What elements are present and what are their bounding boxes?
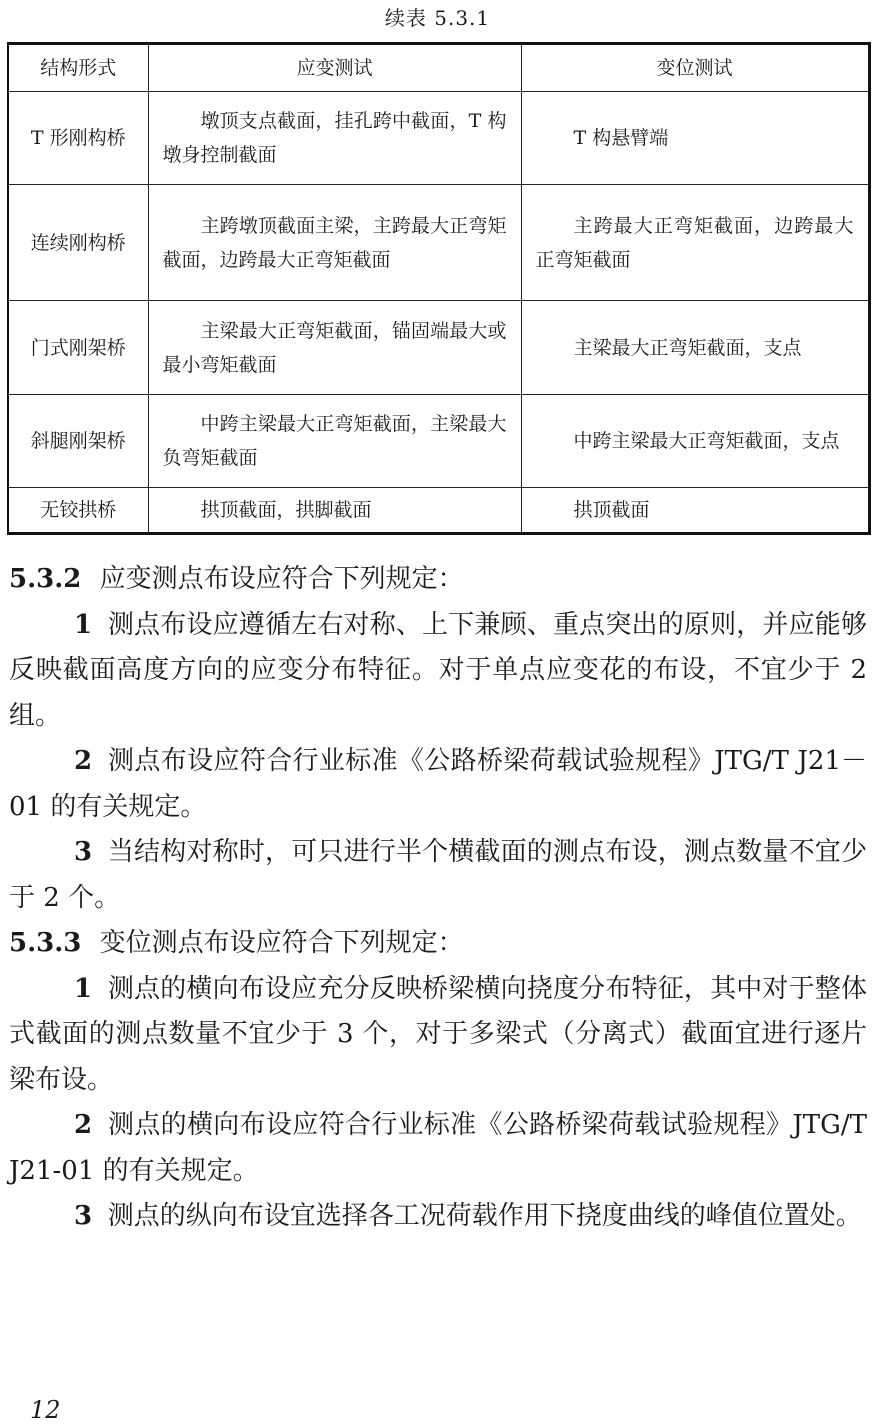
strain-test-cell: 拱顶截面，拱脚截面 [148, 488, 521, 534]
table-row [8, 488, 869, 534]
structure-type-cell: 斜腿刚架桥 [8, 395, 148, 488]
item-text: 测点布设应符合行业标准《公路桥梁荷载试验规程》JTG/T J21－01 的有关规定。 [9, 746, 867, 822]
strain-test-cell: 墩顶支点截面，挂孔跨中截面，T 构墩身控制截面 [148, 92, 521, 185]
section-title: 应变测点布设应符合下列规定： [99, 564, 464, 594]
table-row [8, 185, 869, 301]
item-number: 1 [74, 973, 93, 1004]
displacement-test-cell: 中跨主梁最大正弯矩截面，支点 [521, 395, 869, 488]
table-caption: 续表 5.3.1 [384, 6, 491, 30]
strain-test-cell: 中跨主梁最大正弯矩截面，主梁最大负弯矩截面 [148, 395, 521, 488]
strain-test-cell: 主梁最大正弯矩截面，锚固端最大或最小弯矩截面 [148, 301, 521, 395]
clause-item [9, 1103, 867, 1194]
section-title: 变位测点布设应符合下列规定： [99, 928, 464, 958]
section-number: 5.3.3 [9, 928, 82, 958]
item-number: 1 [74, 609, 93, 640]
structure-type-cell: T 形刚构桥 [8, 92, 148, 185]
item-text: 测点布设应遵循左右对称、上下兼顾、重点突出的原则，并应能够反映截面高度方向的应变分布特征。对于单点应变花的布设，不宜少于 2 组。 [9, 609, 867, 731]
structure-type-cell: 门式刚架桥 [8, 301, 148, 395]
displacement-test-cell: T 构悬臂端 [521, 92, 869, 185]
header-structure-type: 结构形式 [8, 44, 148, 92]
header-displacement-test: 变位测试 [521, 44, 869, 92]
clause-item [9, 739, 867, 830]
clause-body [9, 557, 867, 1240]
item-text: 测点的横向布设应充分反映桥梁横向挠度分布特征，其中对于整体式截面的测点数量不宜少于 3 个，对于多梁式（分离式）截面宜进行逐片梁布设。 [9, 973, 867, 1095]
item-number: 3 [74, 1201, 93, 1231]
item-number: 2 [74, 746, 93, 776]
displacement-test-cell: 主跨最大正弯矩截面，边跨最大正弯矩截面 [521, 185, 869, 301]
test-section-table [7, 42, 871, 535]
structure-type-cell: 无铰拱桥 [8, 488, 148, 534]
section-heading-5-3-2 [9, 557, 867, 603]
item-number: 2 [74, 1110, 93, 1140]
displacement-test-cell: 拱顶截面 [521, 488, 869, 534]
header-strain-test: 应变测试 [148, 44, 521, 92]
table-row [8, 92, 869, 185]
clause-item [9, 830, 867, 921]
displacement-test-cell: 主梁最大正弯矩截面，支点 [521, 301, 869, 395]
section-number: 5.3.2 [9, 564, 82, 594]
page-number: 12 [30, 1396, 61, 1424]
item-text: 测点的横向布设应符合行业标准《公路桥梁荷载试验规程》JTG/T J21-01 的有关规定。 [9, 1110, 867, 1186]
item-text: 当结构对称时，可只进行半个横截面的测点布设，测点数量不宜少于 2 个。 [9, 837, 867, 913]
strain-test-cell: 主跨墩顶截面主梁，主跨最大正弯矩截面，边跨最大正弯矩截面 [148, 185, 521, 301]
item-text: 测点的纵向布设宜选择各工况荷载作用下挠度曲线的峰值位置处。 [107, 1201, 862, 1231]
clause-item [9, 1194, 867, 1240]
table-row [8, 301, 869, 395]
section-heading-5-3-3 [9, 921, 867, 967]
table-row [8, 395, 869, 488]
structure-type-cell: 连续刚构桥 [8, 185, 148, 301]
clause-item [9, 967, 867, 1104]
table-header-row [8, 44, 869, 92]
clause-item [9, 603, 867, 740]
item-number: 3 [74, 837, 93, 867]
